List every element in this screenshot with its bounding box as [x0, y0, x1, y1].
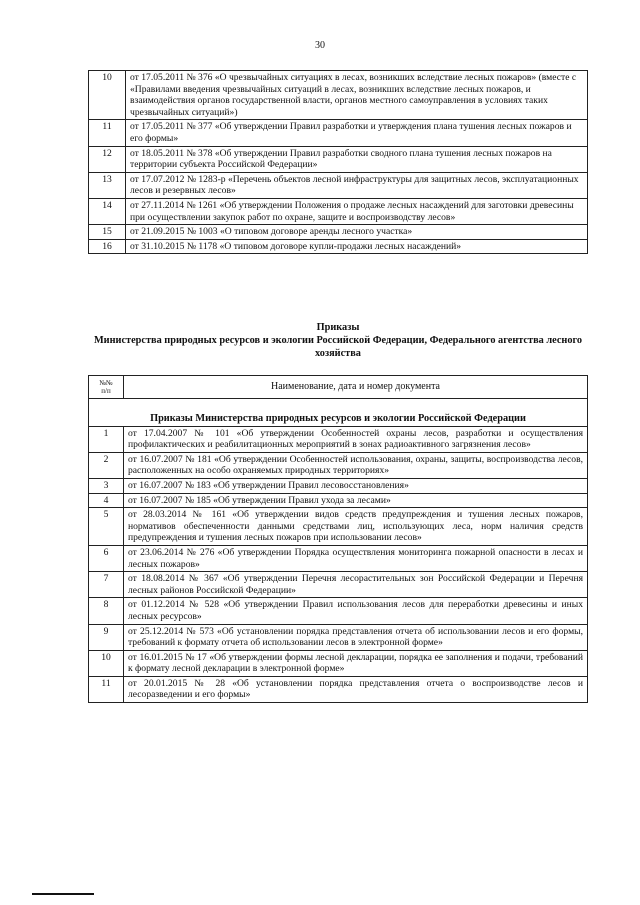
row-number: 4	[89, 493, 124, 508]
orders-table	[88, 375, 588, 703]
table-row	[89, 478, 588, 493]
row-number: 11	[89, 120, 126, 146]
table-row	[89, 572, 588, 598]
table-row	[89, 598, 588, 624]
table-row	[89, 545, 588, 571]
acts-table	[88, 70, 588, 254]
row-text: от 25.12.2014 № 573 «Об установлении порядка представления отчета об использовании лесов и его формы, требований к формату отчета об использовании лесов в электронной форме»	[124, 624, 588, 650]
row-text: от 28.03.2014 № 161 «Об утверждении видов средств предупреждения и тушения лесных пожаров, нормативов обеспеченности данными средствами лиц, использующих леса, норм наличия средств предупреждения и тушения лесных пожаров при использовании лесов»	[124, 508, 588, 546]
section-title-line1: Приказы	[316, 322, 360, 333]
row-text: от 17.05.2011 № 376 «О чрезвычайных ситуациях в лесах, возникших вследствие лесных пожаров» (вместе с «Правилами введения чрезвычайных ситуаций в лесах, возникших вследствие лесных пожаров, и взаимодействия органов государственной власти, органов местного самоуправления в условиях таких чрезвычайных ситуаций»)	[126, 71, 588, 120]
table-row	[89, 508, 588, 546]
table-row	[89, 452, 588, 478]
row-number: 5	[89, 508, 124, 546]
row-text: от 16.07.2007 № 183 «Об утверждении Правил лесовосстановления»	[124, 478, 588, 493]
row-text: от 18.05.2011 № 378 «Об утверждении Правил разработки сводного плана тушения лесных пожаров на территории субъекта Российской Федерации»	[126, 146, 588, 172]
table-row	[89, 198, 588, 224]
row-number: 3	[89, 478, 124, 493]
row-number: 12	[89, 146, 126, 172]
table-row	[89, 426, 588, 452]
row-number: 8	[89, 598, 124, 624]
table-header-row	[89, 376, 588, 399]
row-text: от 23.06.2014 № 276 «Об утверждении Порядка осуществления мониторинга пожарной опасности в лесах и лесных пожаров»	[124, 545, 588, 571]
row-text: от 31.10.2015 № 1178 «О типовом договоре купли-продажи лесных насаждений»	[126, 239, 588, 254]
subsection-row	[89, 399, 588, 427]
table-row	[89, 624, 588, 650]
row-text: от 27.11.2014 № 1261 «Об утверждении Положения о продаже лесных насаждений для заготовки древесины при осуществлении закупок работ по охране, защите и воспроизводству лесов»	[126, 198, 588, 224]
row-text: от 17.04.2007 № 101 «Об утверждении Особенностей охраны лесов, разработки и осуществления профилактических и реабилитационных мероприятий в зонах радиоактивного загрязнения лесов»	[124, 426, 588, 452]
row-text: от 01.12.2014 № 528 «Об утверждении Правил использования лесов для переработки древесины и иных лесных ресурсов»	[124, 598, 588, 624]
row-number: 13	[89, 172, 126, 198]
row-number: 11	[89, 676, 124, 702]
header-number-label: №№	[99, 379, 113, 387]
row-number: 1	[89, 426, 124, 452]
subsection-title: Приказы Министерства природных ресурсов и экологии Российской Федерации	[89, 399, 588, 427]
header-number-cell	[89, 376, 124, 399]
row-number: 10	[89, 71, 126, 120]
header-number-sublabel: п/п	[101, 387, 111, 395]
row-number: 7	[89, 572, 124, 598]
row-number: 6	[89, 545, 124, 571]
page-number: 30	[315, 40, 325, 51]
row-text: от 17.07.2012 № 1283-р «Перечень объектов лесной инфраструктуры для защитных лесов, эксплуатационных лесов и резервных лесов»	[126, 172, 588, 198]
section-title	[88, 321, 588, 360]
row-number: 2	[89, 452, 124, 478]
row-number: 16	[89, 239, 126, 254]
row-number: 15	[89, 225, 126, 240]
footnote-separator	[32, 893, 94, 895]
row-text: от 18.08.2014 № 367 «Об утверждении Перечня лесорастительных зон Российской Федерации и Перечня лесных районов Российской Федерации»	[124, 572, 588, 598]
row-number: 10	[89, 650, 124, 676]
table-row	[89, 676, 588, 702]
table-row	[89, 71, 588, 120]
row-text: от 16.07.2007 № 181 «Об утверждении Особенностей использования, охраны, защиты, воспроизводства лесов, расположенных на особо охраняемых природных территориях»	[124, 452, 588, 478]
row-number: 14	[89, 198, 126, 224]
row-number: 9	[89, 624, 124, 650]
table-row	[89, 146, 588, 172]
row-text: от 20.01.2015 № 28 «Об установлении порядка представления отчета о воспроизводстве лесов и лесоразведении и его формы»	[124, 676, 588, 702]
table-row	[89, 239, 588, 254]
section-title-line2: Министерства природных ресурсов и экологии Российской Федерации, Федерального агентства лесного хозяйства	[93, 335, 583, 359]
table-row	[89, 225, 588, 240]
row-text: от 17.05.2011 № 377 «Об утверждении Правил разработки и утверждения плана тушения лесных пожаров и его формы»	[126, 120, 588, 146]
table-row	[89, 650, 588, 676]
table-row	[89, 172, 588, 198]
row-text: от 21.09.2015 № 1003 «О типовом договоре аренды лесного участка»	[126, 225, 588, 240]
row-text: от 16.01.2015 № 17 «Об утверждении формы лесной декларации, порядка ее заполнения и подачи, требований к формату лесной декларации в электронной форме»	[124, 650, 588, 676]
header-name-cell: Наименование, дата и номер документа	[124, 376, 588, 399]
row-text: от 16.07.2007 № 185 «Об утверждении Правил ухода за лесами»	[124, 493, 588, 508]
table-row	[89, 120, 588, 146]
table-row	[89, 493, 588, 508]
